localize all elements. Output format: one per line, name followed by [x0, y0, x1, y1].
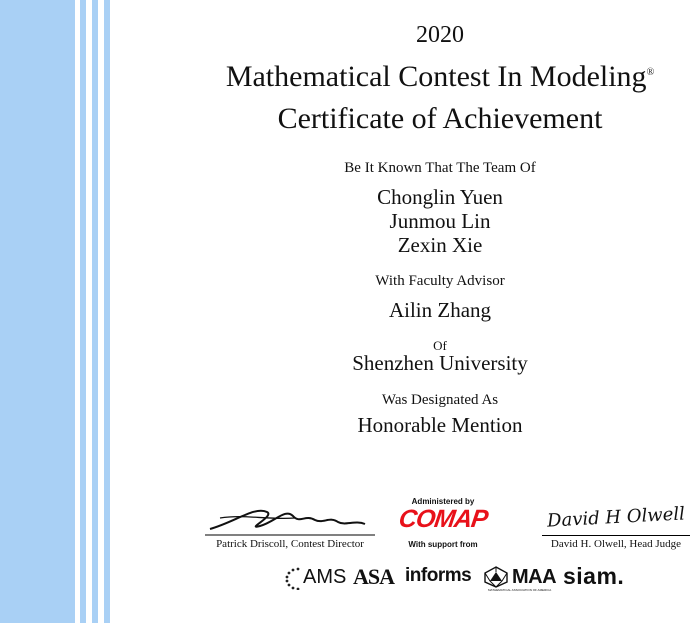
registered-mark: ®	[646, 67, 655, 78]
decorative-stripes	[0, 0, 112, 623]
advisor-intro: With Faculty Advisor	[375, 273, 505, 289]
head-judge-signature-text: David H Olwell	[546, 503, 686, 532]
head-judge-signature	[542, 503, 690, 536]
director-signature	[205, 502, 375, 538]
certificate-year: 2020	[416, 22, 464, 48]
informs-logo: informs	[405, 565, 472, 586]
certificate-heading: Certificate of Achievement	[277, 102, 603, 135]
team-member-1: Chonglin Yuen	[377, 185, 503, 209]
of-label: Of	[433, 338, 447, 353]
ams-dots-icon	[284, 566, 304, 590]
stripe-3	[104, 0, 110, 623]
faculty-advisor: Ailin Zhang	[388, 298, 492, 322]
ams-logo: AMS	[303, 566, 347, 588]
team-member-3: Zexin Xie	[397, 233, 483, 257]
contest-title	[180, 60, 700, 94]
siam-logo: siam.	[563, 563, 625, 589]
maa-subtitle: MATHEMATICAL ASSOCIATION OF AMERICA	[488, 588, 552, 592]
stripe-wide	[0, 0, 75, 623]
designation-intro: Was Designated As	[381, 392, 499, 408]
comap-logo: COMAP	[397, 505, 490, 533]
support-label: With support from	[408, 540, 478, 549]
asa-logo: ASA	[353, 564, 395, 589]
maa-logo: MAA	[512, 566, 557, 588]
head-judge-caption: David H. Olwell, Head Judge	[550, 538, 682, 550]
team-member-2: Junmou Lin	[389, 209, 491, 233]
designation: Honorable Mention	[357, 413, 523, 437]
director-caption: Patrick Driscoll, Contest Director	[216, 538, 364, 550]
team-intro: Be It Known That The Team Of	[344, 160, 536, 176]
maa-icosahedron-icon	[484, 566, 508, 588]
institution-name: Shenzhen University	[352, 351, 528, 375]
contest-name: Mathematical Contest In Modeling	[225, 60, 647, 93]
stripe-2	[92, 0, 98, 623]
administered-by-label: Administered by	[411, 497, 475, 506]
stripe-1	[80, 0, 86, 623]
